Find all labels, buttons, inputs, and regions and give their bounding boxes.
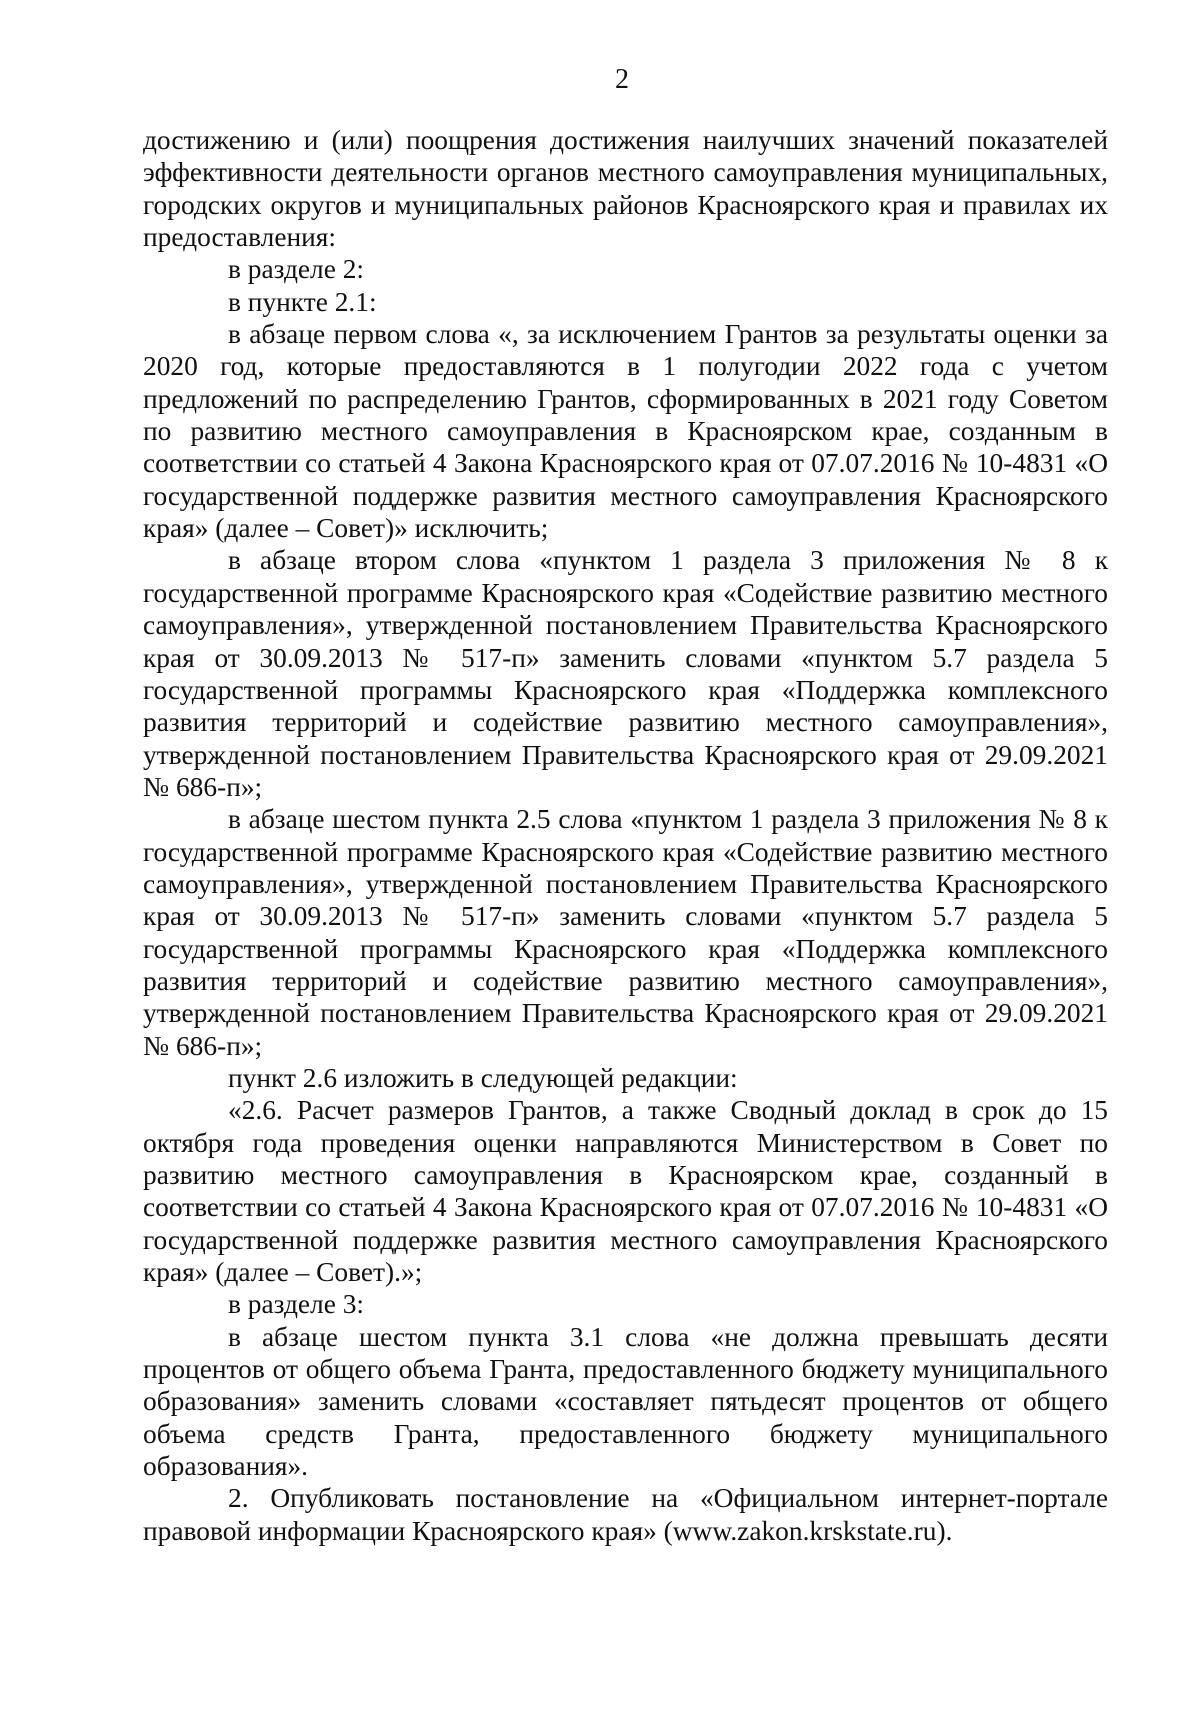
paragraph: достижению и (или) поощрения достижения наилучших значений показателей эффективности деятельности органов местного самоуправления муниципальных, городских округов и муниципальных районов Красноярского края и правилах их предоставления: — [143, 125, 1108, 253]
page-number: 2 — [615, 64, 629, 95]
document-body — [143, 124, 1108, 1547]
paragraph: в разделе 2: — [228, 254, 365, 285]
paragraph: в абзаце первом слова «, за исключением Грантов за результаты оценки за 2020 год, которые предоставляются в 1 полугодии 2022 года с учетом предложений по распределению Грантов, сформированных в 2021 году Советом по развитию местного самоуправления в Красноярском крае, созданным в соответствии со статьей 4 Закона Красноярского края от 07.07.2016 № 10-4831 «О государственной поддержке развития местного самоуправления Красноярского края» (далее – Совет)» исключить; — [143, 319, 1108, 544]
paragraph: в абзаце шестом пункта 3.1 слова «не должна превышать десяти процентов от общего объема Гранта, предоставленного бюджету муниципального образования» заменить словами «составляет пятьдесят процентов от общего объема средств Гранта, предоставленного бюджету муниципального образования». — [143, 1321, 1108, 1482]
paragraph: 2. Опубликовать постановление на «Официальном интернет-портале правовой информации Красноярского края» (www.zakon.krskstate.ru). — [143, 1483, 1108, 1546]
paragraph: в абзаце втором слова «пунктом 1 раздела 3 приложения № 8 к государственной программе Красноярского края «Содействие развитию местного самоуправления», утвержденной постановлением Правительства Красноярского края от 30.09.2013 № 517-п» заменить словами «пунктом 5.7 раздела 5 государственной программы Красноярского края «Поддержка комплексного развития территорий и содействие развитию местного самоуправления», утвержденной постановлением Правительства Красноярского края от 29.09.2021 № 686-п»; — [143, 545, 1108, 802]
paragraph: в пункте 2.1: — [228, 286, 377, 317]
paragraph: в абзаце шестом пункта 2.5 слова «пунктом 1 раздела 3 приложения № 8 к государственной программе Красноярского края «Содействие развитию местного самоуправления», утвержденной постановлением Правительства Красноярского края от 30.09.2013 № 517-п» заменить словами «пунктом 5.7 раздела 5 государственной программы Красноярского края «Поддержка комплексного развития территорий и содействие развитию местного самоуправления», утвержденной постановлением Правительства Красноярского края от 29.09.2021 № 686-п»; — [143, 804, 1108, 1061]
paragraph: «2.6. Расчет размеров Грантов, а также Сводный доклад в срок до 15 октября года проведения оценки направляются Министерством в Совет по развитию местного самоуправления в Красноярском крае, созданный в соответствии со статьей 4 Закона Красноярского края от 07.07.2016 № 10-4831 «О государственной поддержке развития местного самоуправления Красноярского края» (далее – Совет).»; — [143, 1095, 1108, 1288]
paragraph: в разделе 3: — [228, 1289, 365, 1320]
paragraph: пункт 2.6 изложить в следующей редакции: — [228, 1062, 738, 1093]
